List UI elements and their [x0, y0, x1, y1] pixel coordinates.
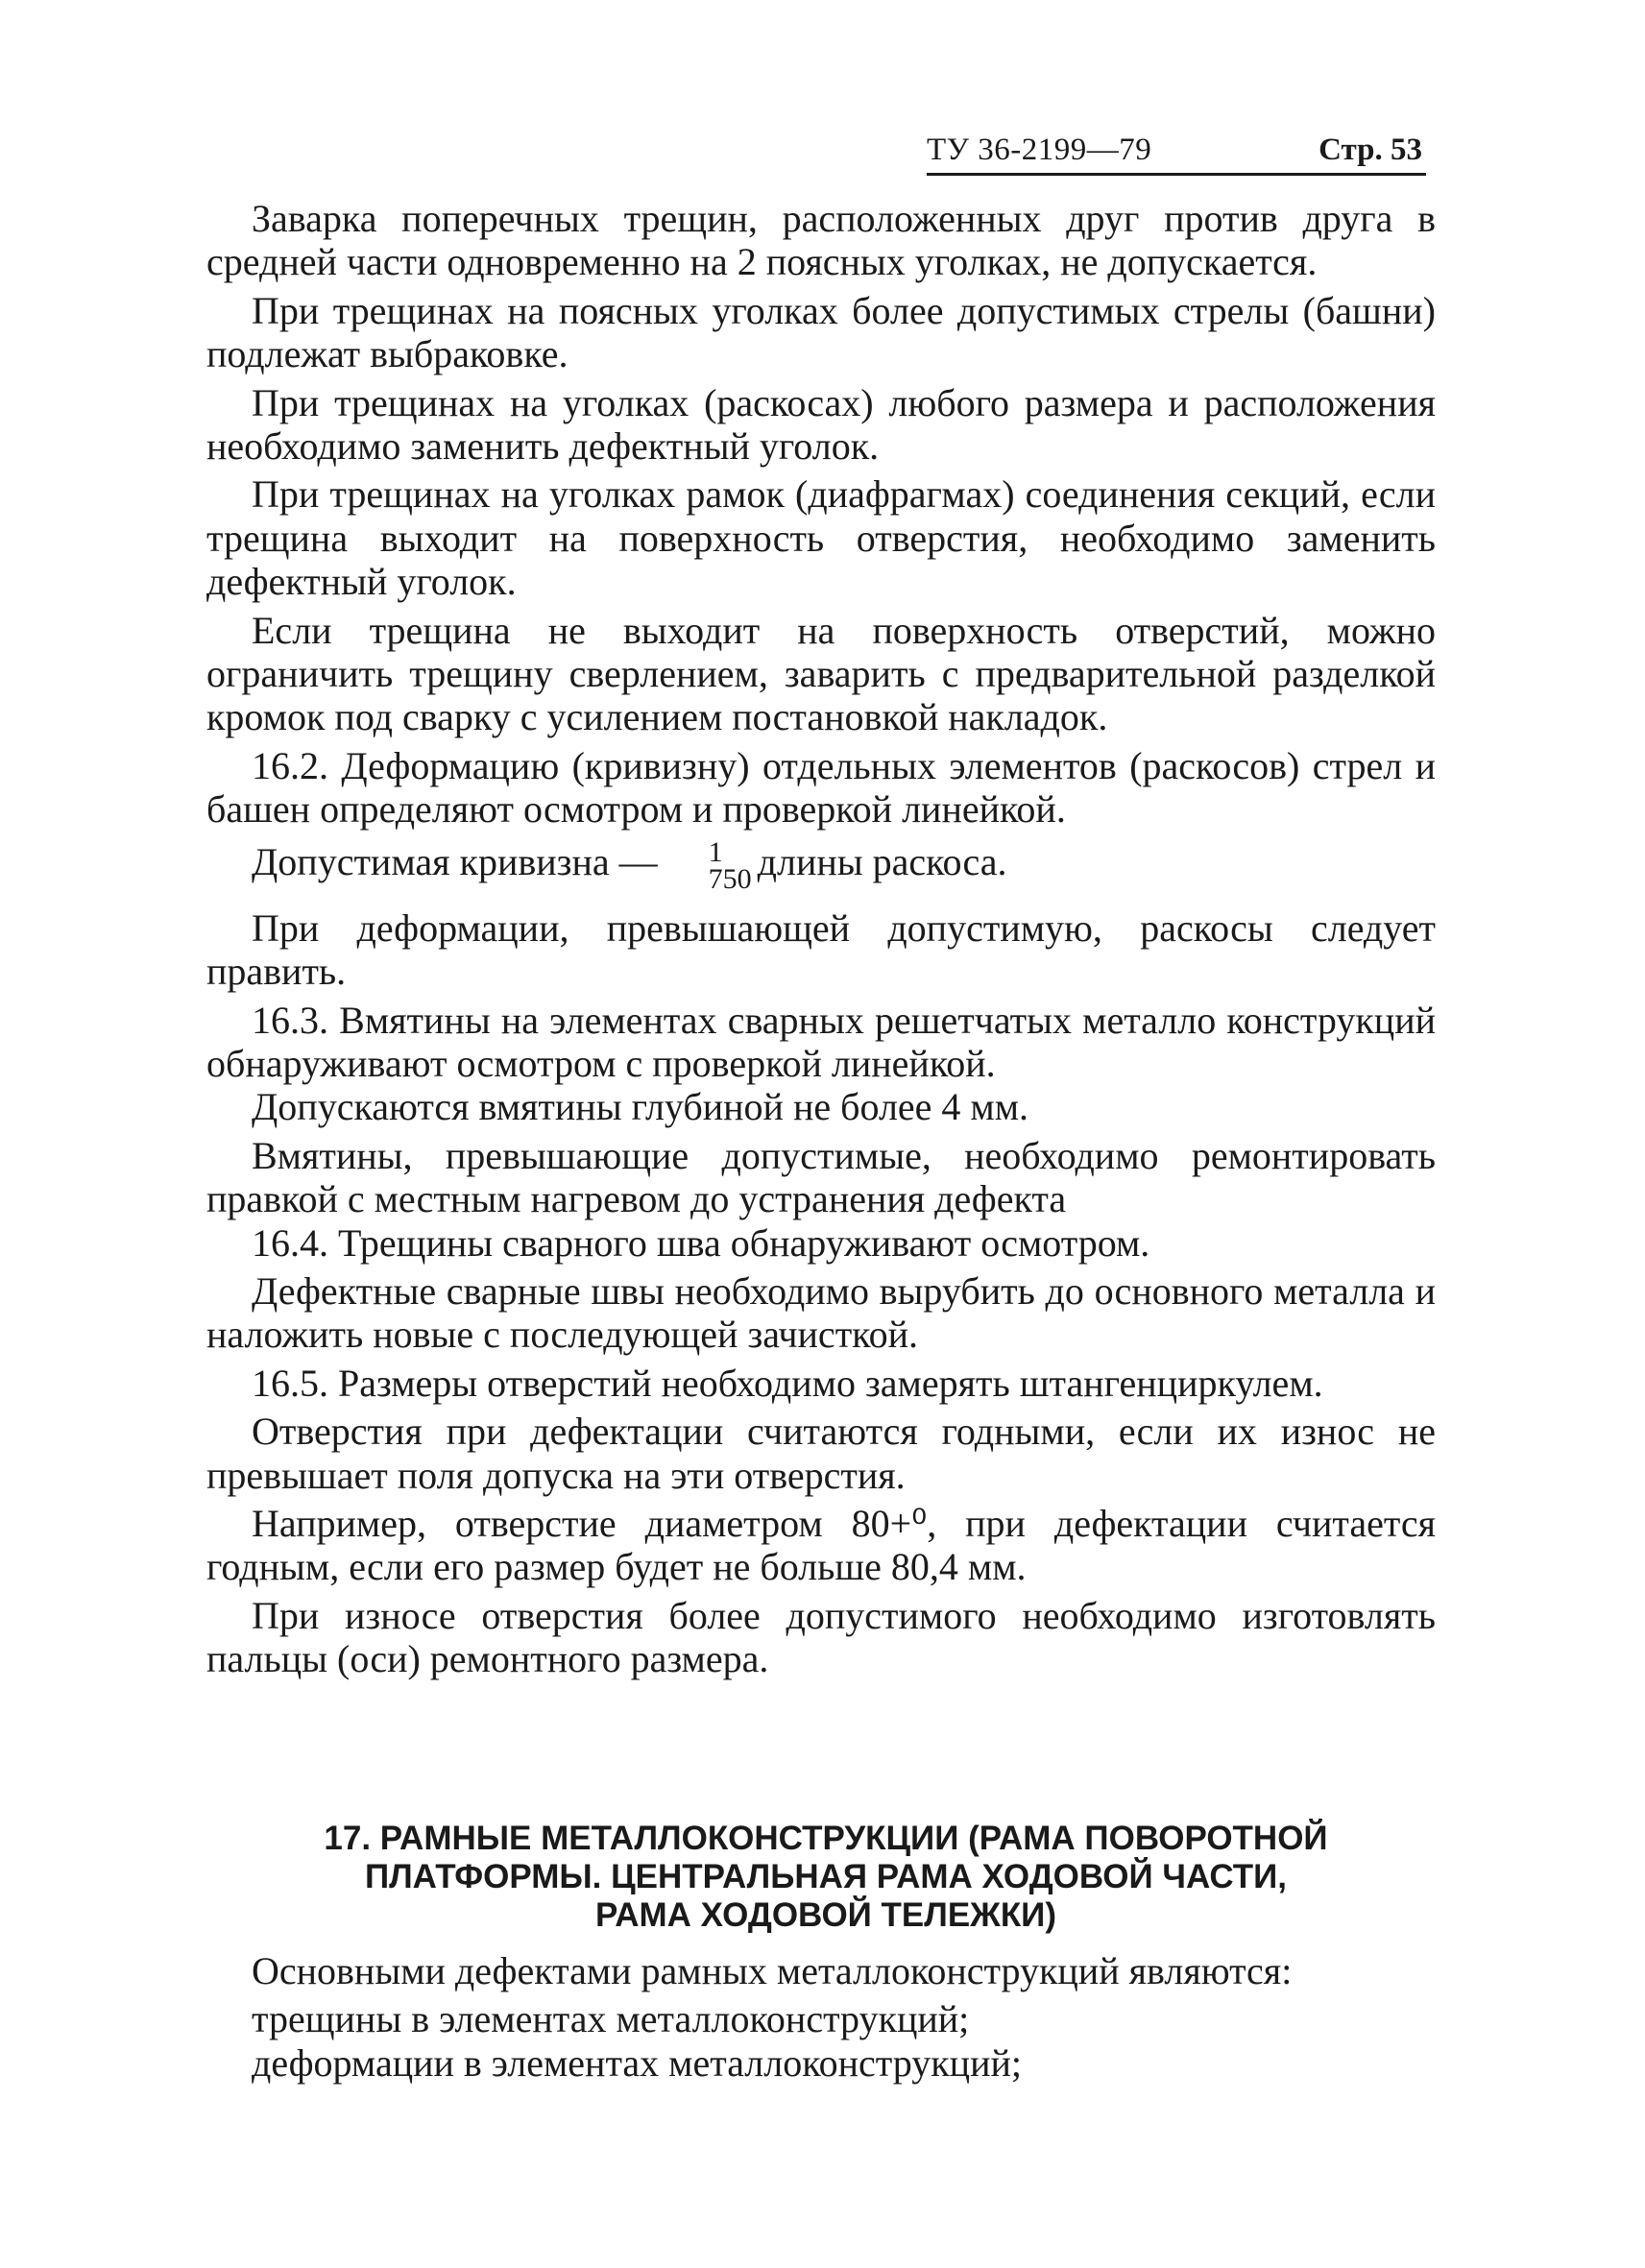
paragraph: Допускаются вмятины глубиной не более 4 мм.: [252, 1085, 1029, 1129]
paragraph: Вмятины, превышающие допустимые, необходимо ремонтировать правкой с местным нагревом до устранения дефекта: [206, 1133, 1436, 1221]
page-number: Стр. 53: [1318, 133, 1422, 167]
fraction-denominator: 750: [708, 862, 752, 895]
curvature-formula-paragraph: [206, 835, 1436, 895]
paragraph-16-2: 16.2. Деформацию (кривизну) отдельных элементов (раскосов) стрел и башен определяют осмотром и проверкой линейкой.: [206, 743, 1436, 832]
list-item: деформации в элементах металлоконструкций;: [252, 2040, 1022, 2085]
page-header: [927, 127, 1426, 176]
list-item: трещины в элементах металлоконструкций;: [252, 1997, 970, 2041]
paragraph: Дефектные сварные швы необходимо вырубить до основного металла и наложить новые с последующей зачисткой.: [206, 1268, 1436, 1357]
fraction-numerator: 1: [708, 835, 723, 868]
paragraph: Заварка поперечных трещин, расположенных друг против друга в средней части одновременно на 2 поясных уголках, не допускается.: [206, 197, 1436, 284]
heading-line: ПЛАТФОРМЫ. ЦЕНТРАЛЬНАЯ РАМА ХОДОВОЙ ЧАСТИ,: [364, 1858, 1288, 1895]
paragraph: При трещинах на уголках рамок (диафрагмах) соединения секций, если трещина выходит на поверхность отверстия, необходимо заменить дефектный уголок.: [206, 472, 1436, 604]
paragraph: При трещинах на поясных уголках более допустимых стрелы (башни) подлежат выбраковке.: [206, 288, 1436, 376]
fraction: [664, 835, 752, 895]
paragraph: При деформации, превышающей допустимую, раскосы следует править.: [206, 905, 1436, 994]
paragraph-16-5: 16.5. Размеры отверстий необходимо замерять штангенциркулем.: [252, 1361, 1323, 1405]
paragraph-16-3: 16.3. Вмятины на элементах сварных решетчатых металло конструкций обнаруживают осмотром с проверкой линейкой.: [206, 998, 1436, 1085]
section-17-intro: Основными дефектами рамных металлоконструкций являются:: [252, 1949, 1293, 1992]
heading-line: 17. РАМНЫЕ МЕТАЛЛОКОНСТРУКЦИИ (РАМА ПОВОРОТНОЙ: [324, 1820, 1328, 1857]
paragraph: Если трещина не выходит на поверхность отверстий, можно ограничить трещину сверлением, заварить с предварительной разделкой кромок под сварку с усилением постановкой накладок.: [206, 608, 1436, 739]
section-17-text: [206, 1949, 1436, 2085]
main-text: [206, 197, 1436, 1686]
paragraph-16-4: 16.4. Трещины сварного шва обнаруживают осмотром.: [252, 1220, 1150, 1265]
paragraph: При трещинах на уголках (раскосах) любого размера и расположения необходимо заменить дефектный уголок.: [206, 380, 1436, 469]
paragraph: Отверстия при дефектации считаются годными, если их износ не превышает поля допуска на эти отверстия.: [206, 1410, 1436, 1497]
heading-line: РАМА ХОДОВОЙ ТЕЛЕЖКИ): [594, 1896, 1056, 1934]
paragraph: При износе отверстия более допустимого необходимо изготовлять пальцы (оси) ремонтного размера.: [206, 1593, 1436, 1681]
section-17-heading: [250, 1820, 1402, 1935]
formula-text-after: длины раскоса.: [757, 839, 1007, 883]
document-code: ТУ 36-2199—79: [927, 133, 1152, 167]
formula-text-before: Допустимая кривизна —: [252, 839, 658, 883]
paragraph: Например, отверстие диаметром 80+⁰, при дефектации считается годным, если его размер будет не больше 80,4 мм.: [206, 1501, 1436, 1589]
